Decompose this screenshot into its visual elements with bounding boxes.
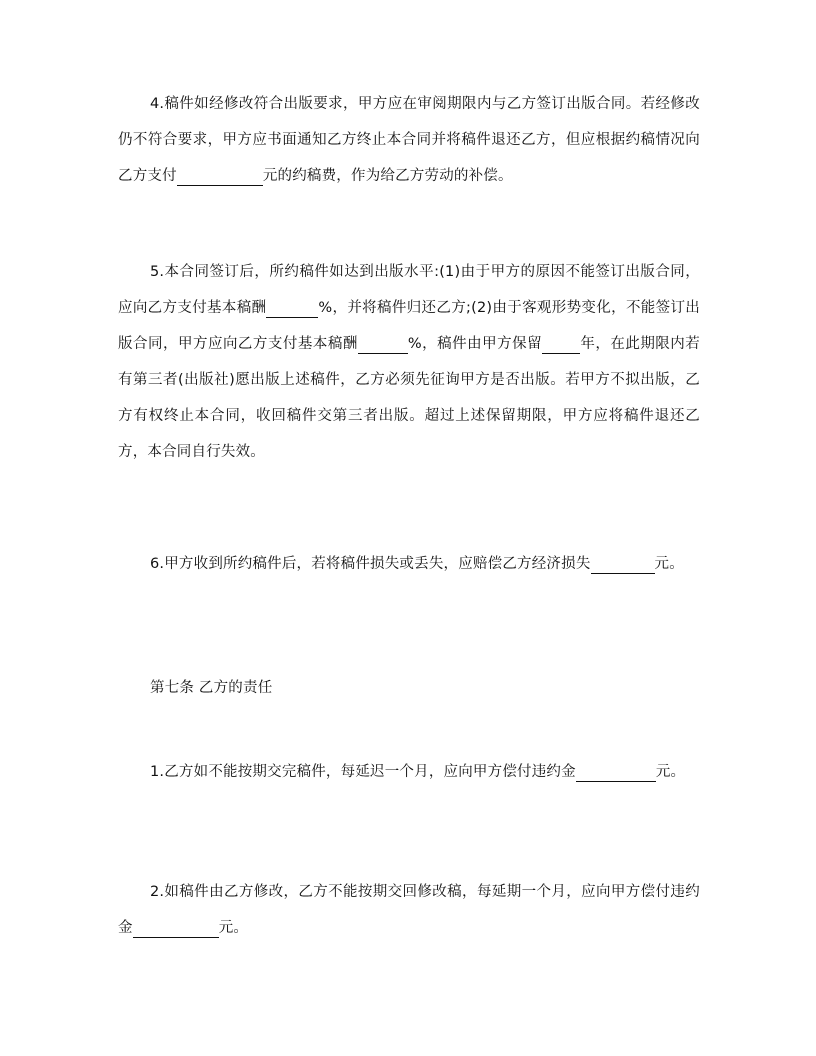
amount-blank (576, 761, 656, 782)
percent-blank (266, 297, 318, 318)
percent-blank (358, 333, 408, 354)
amount-blank (591, 553, 655, 574)
clause-5-text-2: %，并将稿件归还乙方;(2)由于客观形势变化，不能签订出版合同，甲方应向乙方支付基本稿酬 (118, 300, 700, 352)
clause-4-text-2: 元的约稿费，作为给乙方劳动的补偿。 (262, 168, 513, 184)
article-7-item-1-text-2: 元。 (655, 764, 686, 780)
article-7-item-1 (118, 754, 700, 790)
clause-5 (118, 254, 700, 470)
article-7-item-2-text-1: 2.如稿件由乙方修改，乙方不能按期交回修改稿，每延期一个月，应向甲方偿付违约金 (118, 884, 700, 936)
amount-blank (133, 917, 219, 938)
article-7-item-1-text-1: 1.乙方如不能按期交完稿件，每延迟一个月，应向甲方偿付违约金 (150, 764, 576, 780)
amount-blank (177, 165, 263, 186)
article-7-item-2-text-2: 元。 (218, 920, 249, 936)
clause-4-text-1: 4.稿件如经修改符合出版要求，甲方应在审阅期限内与乙方签订出版合同。若经修改仍不符合要求，甲方应书面通知乙方终止本合同并将稿件退还乙方，但应根据约稿情况向乙方支付 (118, 96, 700, 184)
article-7-item-2 (118, 874, 700, 946)
clause-5-text-3: %，稿件由甲方保留 (407, 336, 543, 352)
clause-5-text-4: 年，在此期限内若有第三者(出版社)愿出版上述稿件，乙方必须先征询甲方是否出版。若甲方不拟出版，乙方有权终止本合同，收回稿件交第三者出版。超过上述保留期限，甲方应将稿件退还乙方，本合同自行失效。 (118, 336, 700, 460)
clause-5-text-1: 5.本合同签订后，所约稿件如达到出版水平:(1)由于甲方的原因不能签订出版合同，应向乙方支付基本稿酬 (118, 264, 700, 316)
article-7-heading: 第七条 乙方的责任 (150, 680, 273, 696)
document-page (118, 0, 700, 1056)
clause-4 (118, 86, 700, 194)
years-blank (542, 333, 580, 354)
clause-6 (118, 546, 700, 582)
clause-6-text-2: 元。 (654, 556, 684, 572)
clause-6-text-1: 6.甲方收到所约稿件后，若将稿件损失或丢失，应赔偿乙方经济损失 (150, 556, 591, 572)
